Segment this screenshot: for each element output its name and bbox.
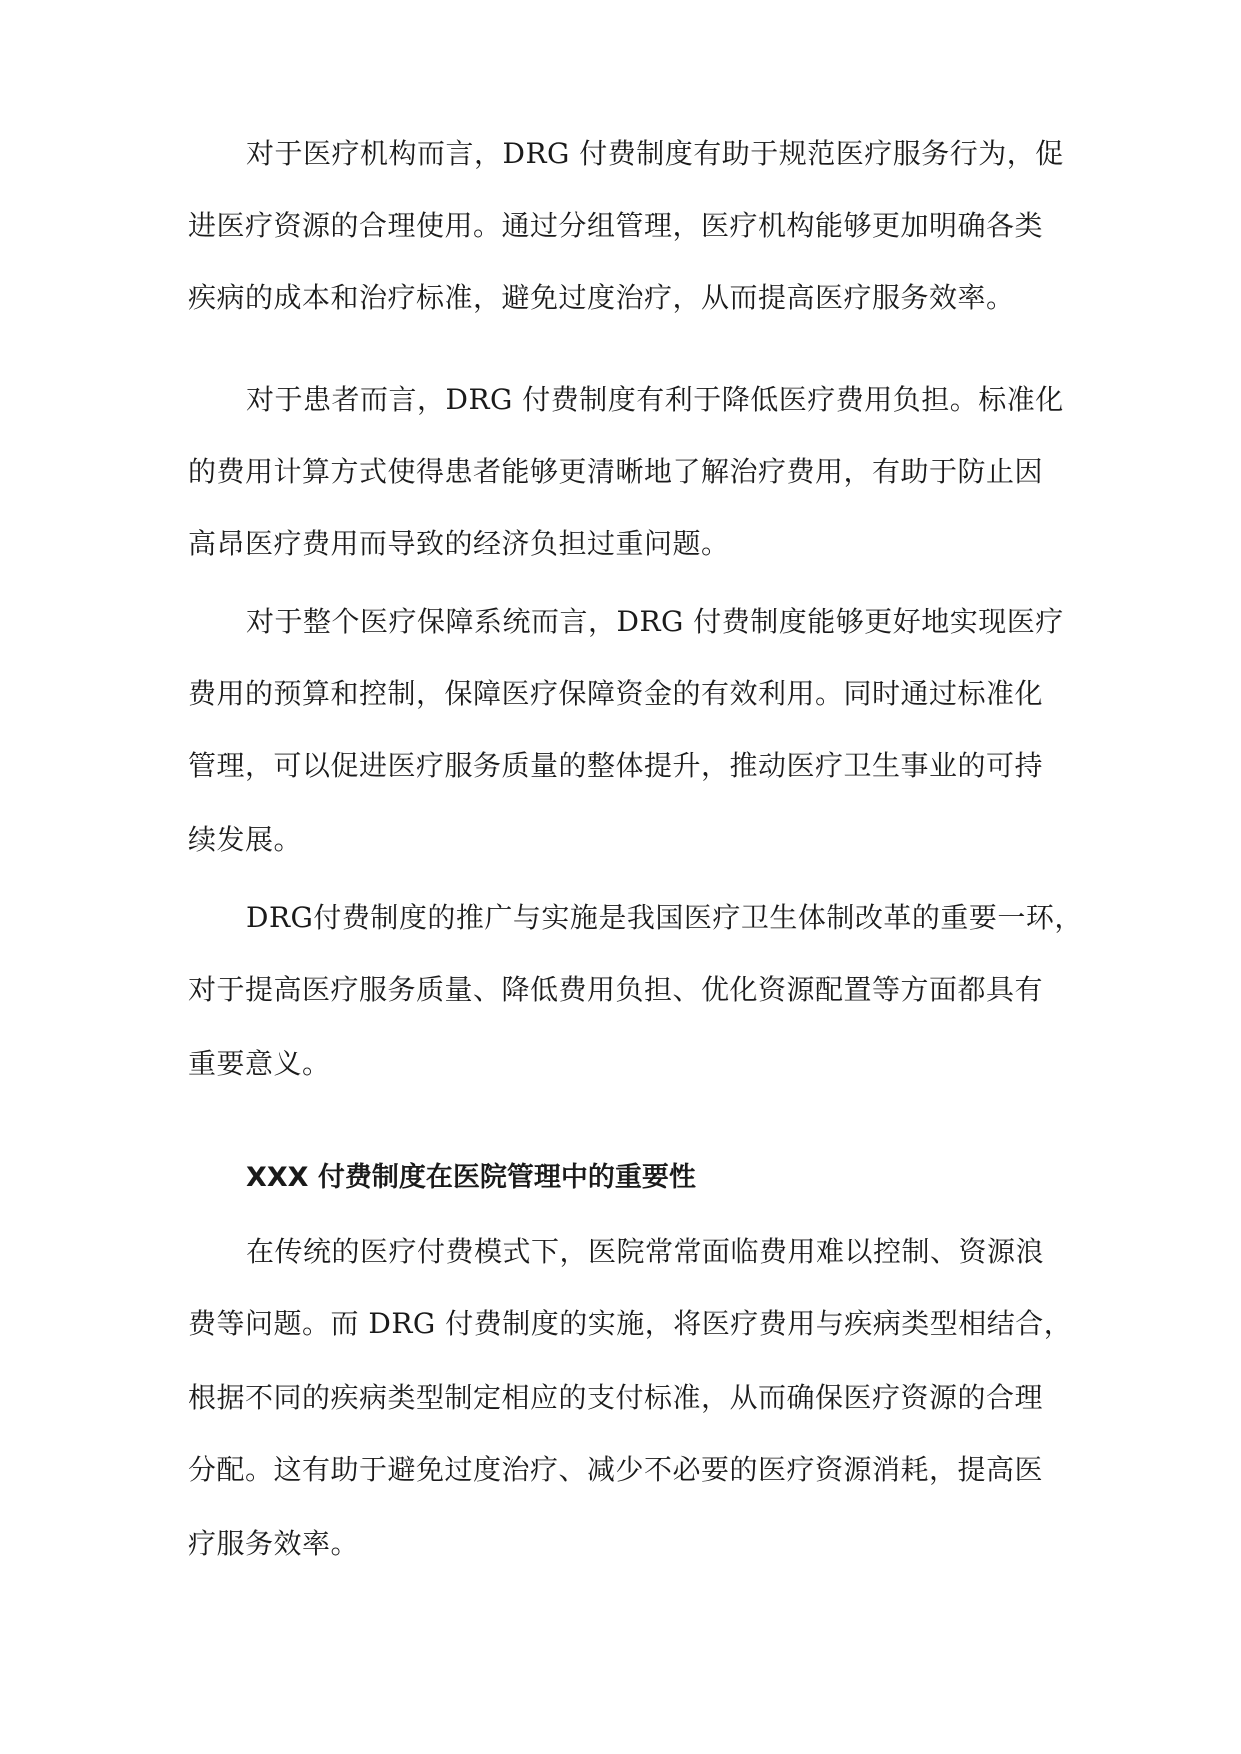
paragraph-4-line-3: 重要意义。: [188, 1047, 331, 1080]
paragraph-5-line-5: 疗服务效率。: [188, 1527, 360, 1560]
paragraph-3-line-2: 费用的预算和控制，保障医疗保障资金的有效利用。同时通过标准化: [188, 677, 1044, 710]
paragraph-2-line-1: 对于患者而言，DRG 付费制度有利于降低医疗费用负担。标准化: [246, 383, 1064, 416]
paragraph-5-line-3: 根据不同的疾病类型制定相应的支付标准，从而确保医疗资源的合理: [188, 1381, 1044, 1414]
paragraph-1-line-3: 疾病的成本和治疗标准，避免过度治疗，从而提高医疗服务效率。: [188, 281, 1015, 314]
paragraph-4-line-1: DRG付费制度的推广与实施是我国医疗卫生体制改革的重要一环，: [246, 901, 1083, 934]
paragraph-1-line-1: 对于医疗机构而言，DRG 付费制度有助于规范医疗服务行为，促: [246, 137, 1064, 170]
paragraph-3-line-3: 管理，可以促进医疗服务质量的整体提升，推动医疗卫生事业的可持: [188, 749, 1044, 782]
paragraph-2-line-2: 的费用计算方式使得患者能够更清晰地了解治疗费用，有助于防止因: [188, 455, 1044, 488]
paragraph-1-line-2: 进医疗资源的合理使用。通过分组管理，医疗机构能够更加明确各类: [188, 209, 1044, 242]
section-heading: XXX 付费制度在医院管理中的重要性: [246, 1162, 696, 1193]
paragraph-5-line-1: 在传统的医疗付费模式下，医院常常面临费用难以控制、资源浪: [246, 1235, 1045, 1268]
paragraph-3-line-1: 对于整个医疗保障系统而言，DRG 付费制度能够更好地实现医疗: [246, 605, 1064, 638]
paragraph-5-line-2: 费等问题。而 DRG 付费制度的实施，将医疗费用与疾病类型相结合，: [188, 1307, 1073, 1340]
paragraph-2-line-3: 高昂医疗费用而导致的经济负担过重问题。: [188, 527, 730, 560]
paragraph-4-line-2: 对于提高医疗服务质量、降低费用负担、优化资源配置等方面都具有: [188, 973, 1044, 1006]
paragraph-3-line-4: 续发展。: [188, 823, 303, 856]
paragraph-5-line-4: 分配。这有助于避免过度治疗、减少不必要的医疗资源消耗，提高医: [188, 1453, 1044, 1486]
